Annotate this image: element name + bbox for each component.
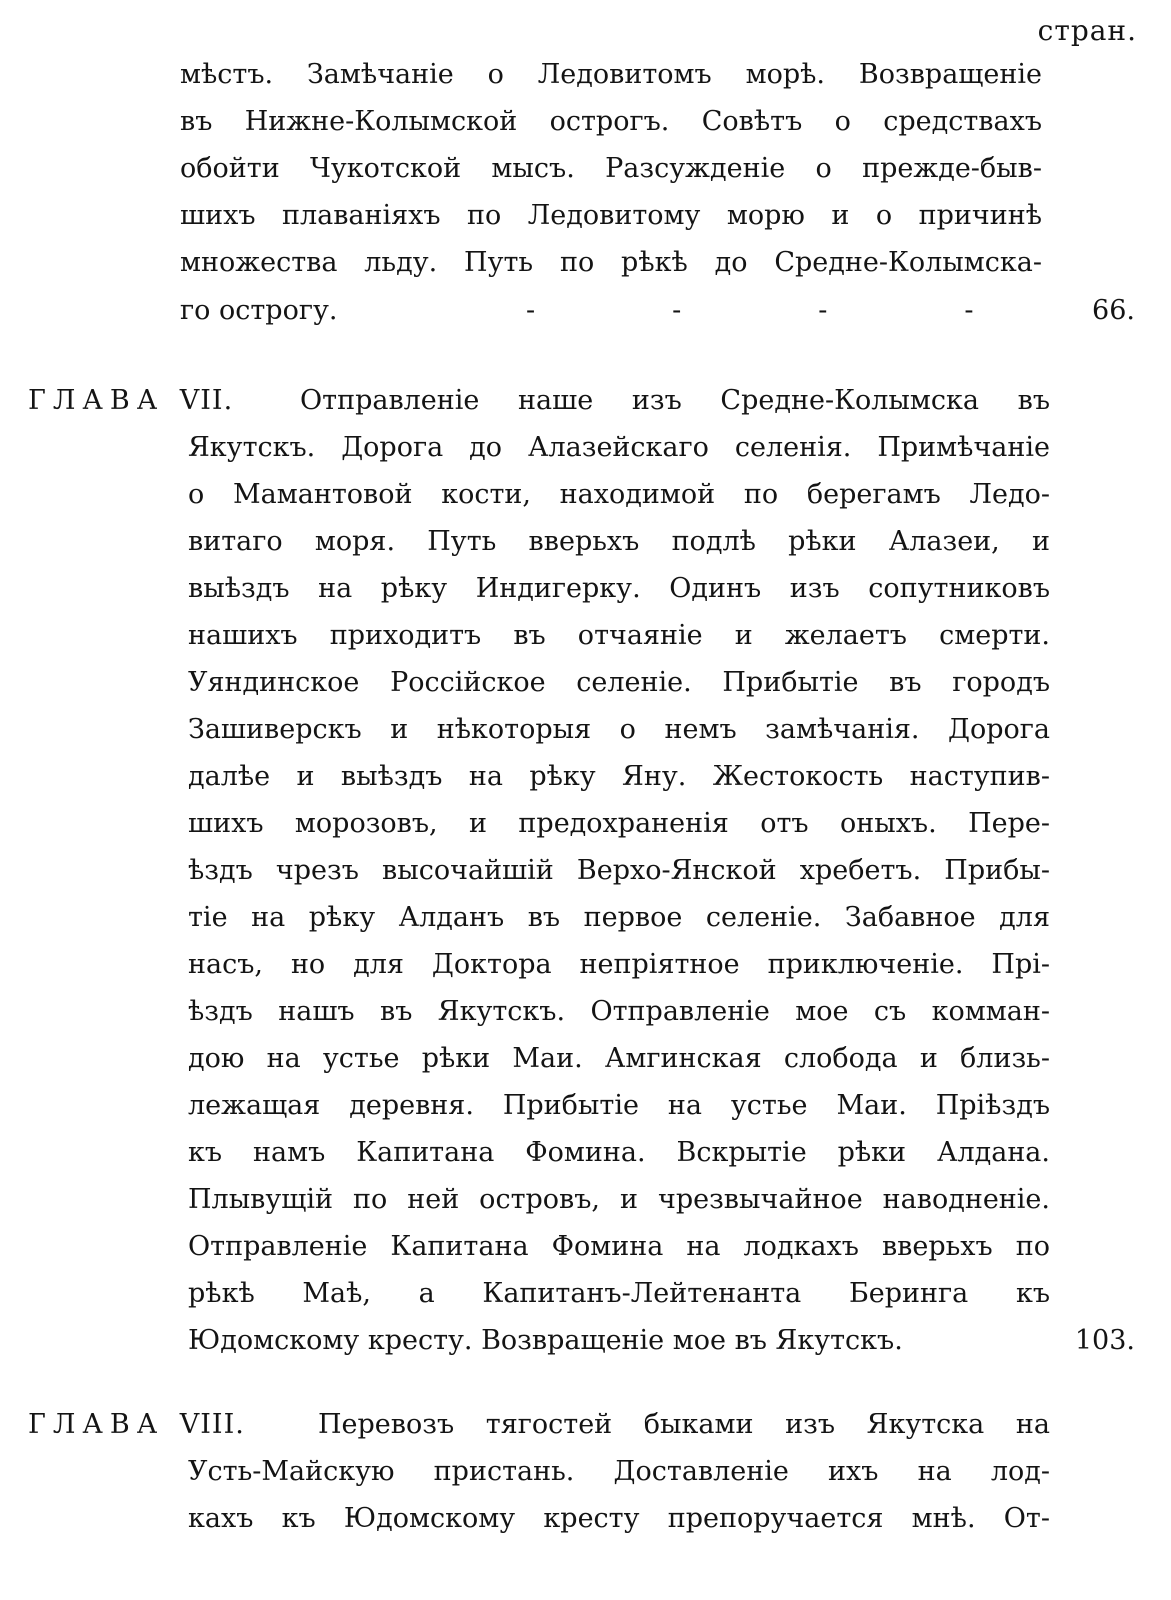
text-line: Зашиверскъ и нѣкоторыя о немъ замѣчанія. Дорога: [188, 714, 1050, 745]
page-number: 66.: [1092, 295, 1135, 326]
text-line: витаго моря. Путь вверьхъ подлѣ рѣки Алазеи, и: [188, 526, 1050, 557]
text-line: обойти Чукотской мысъ. Разсужденіе о прежде-быв-: [180, 153, 1042, 184]
text-line: дою на устье рѣки Маи. Амгинская слобода и близь-: [188, 1043, 1050, 1074]
page-column-header: стран.: [1037, 14, 1137, 47]
chapter-numeral: VIII.: [179, 1409, 245, 1440]
text-line: Отправленіе Капитана Фомина на лодкахъ вверьхъ по: [188, 1231, 1050, 1262]
leader-line: [180, 293, 1042, 329]
text-line: лежащая деревня. Прибытіе на устье Маи. Пріѣздъ: [188, 1090, 1050, 1121]
chapter-heading: [28, 383, 233, 419]
text-line: рѣкѣ Маѣ, а Капитанъ-Лейтенанта Беринга къ: [188, 1278, 1050, 1309]
text-line: ѣздъ нашъ въ Якутскъ. Отправленіе мое съ комман-: [188, 996, 1050, 1027]
chapter-word: ГЛАВА: [28, 385, 165, 416]
text-line: насъ, но для Доктора непріятное приключеніе. Прі-: [188, 949, 1050, 980]
text-line: въ Нижне-Колымской острогъ. Совѣтъ о средствахъ: [180, 106, 1042, 137]
dash-leader: [337, 293, 1042, 329]
text-line: выѣздъ на рѣку Индигерку. Одинъ изъ сопутниковъ: [188, 573, 1050, 604]
leader-dash: -: [672, 295, 682, 326]
text-line: Якутскъ. Дорога до Алазейскаго селенія. Примѣчаніе: [188, 432, 1050, 463]
text-line: Юдомскому кресту. Возвращеніе мое въ Якутскъ.: [188, 1325, 903, 1356]
chapter-heading: [28, 1407, 245, 1443]
text-line: го острогу.: [180, 295, 338, 326]
text-line: тіе на рѣку Алданъ въ первое селеніе. Забавное для: [188, 902, 1050, 933]
text-line: къ намъ Капитана Фомина. Вскрытіе рѣки Алдана.: [188, 1137, 1050, 1168]
text-line: Плывущій по ней островъ, и чрезвычайное наводненіе.: [188, 1184, 1050, 1215]
leader-dash: -: [525, 295, 536, 326]
text-line: шихъ плаваніяхъ по Ледовитому морю и о причинѣ: [180, 200, 1042, 231]
text-line: Уяндинское Россійское селеніе. Прибытіе въ городъ: [188, 667, 1050, 698]
text-line: о Мамантовой кости, находимой по берегамъ Ледо-: [188, 479, 1050, 510]
text-line: далѣе и выѣздъ на рѣку Яну. Жестокость наступив-: [188, 761, 1050, 792]
text-line: мѣстъ. Замѣчаніе о Ледовитомъ морѣ. Возвращеніе: [180, 59, 1042, 90]
page-number: 103.: [1074, 1325, 1135, 1356]
leader-dash: -: [818, 295, 828, 326]
text-line: нашихъ приходитъ въ отчаяніе и желаетъ смерти.: [188, 620, 1050, 651]
text-line: множества льду. Путь по рѣкѣ до Средне-Колымска-: [180, 247, 1042, 278]
chapter-numeral: VII.: [179, 385, 234, 416]
text-line: кахъ къ Юдомскому кресту препоручается мнѣ. От-: [188, 1503, 1050, 1534]
chapter-word: ГЛАВА: [28, 1409, 165, 1440]
text-line: Отправленіе наше изъ Средне-Колымска въ: [300, 385, 1050, 416]
text-line: Усть-Майскую пристань. Доставленіе ихъ на лод-: [188, 1456, 1050, 1487]
leader-dash: -: [964, 295, 974, 326]
text-line: ѣздъ чрезъ высочайшій Верхо-Янской хребетъ. Прибы-: [188, 855, 1050, 886]
text-line: шихъ морозовъ, и предохраненія отъ оныхъ. Пере-: [188, 808, 1050, 839]
text-line: Перевозъ тягостей быками изъ Якутска на: [318, 1409, 1050, 1440]
